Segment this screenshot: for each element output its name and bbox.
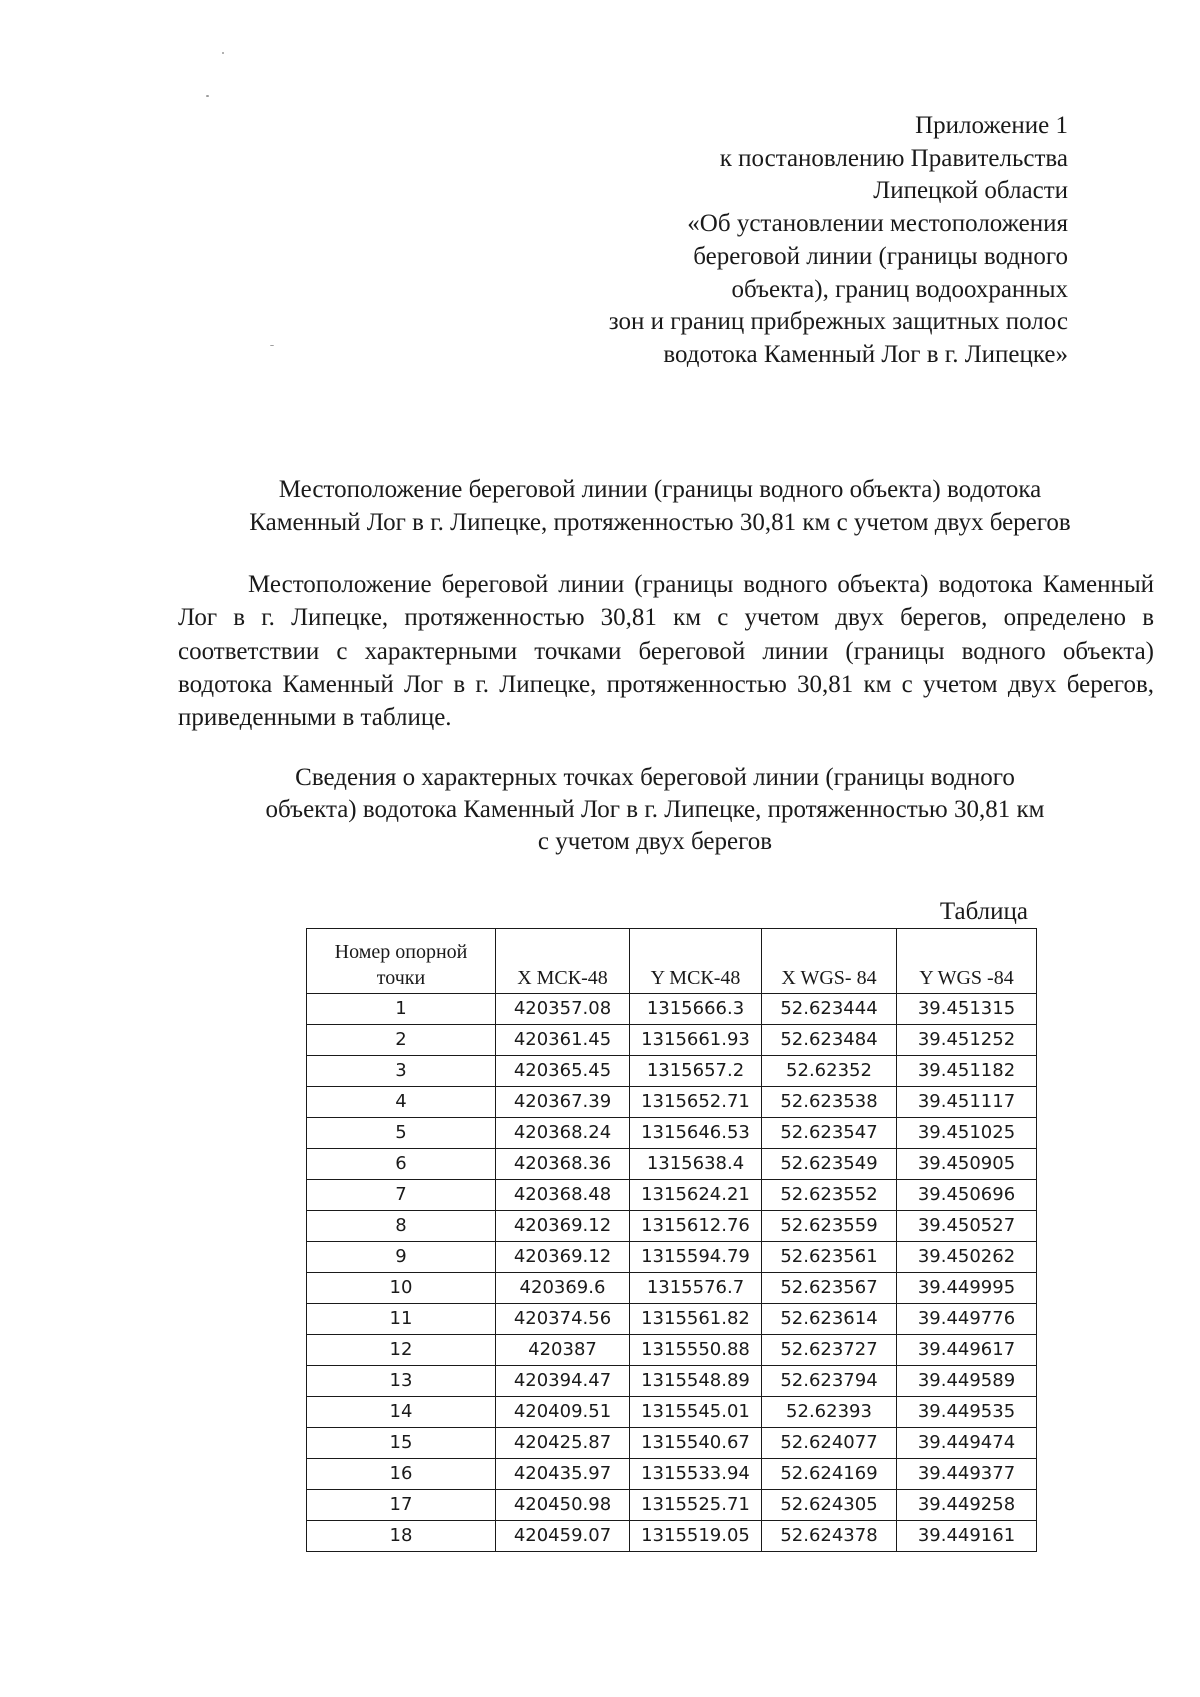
body-paragraph: Местоположение береговой линии (границы водного объекта) водотока Каменный Лог в г. Липецке, протяженностью 30,81 км с учетом двух берегов, определено в соответствии с характерными точками береговой линии (границы водного объекта) водотока Каменный Лог в г. Липецке, протяженностью 30,81 км с учетом двух берегов, приведенными в таблице. <box>178 571 1154 732</box>
cell-point-number: 13 <box>307 1366 496 1397</box>
cell-x-wgs: 52.624305 <box>762 1490 897 1521</box>
cell-y-msk: 1315661.93 <box>630 1025 762 1056</box>
table-header-row <box>307 929 1037 994</box>
cell-x-msk: 420368.24 <box>496 1118 630 1149</box>
cell-point-number: 6 <box>307 1149 496 1180</box>
cell-point-number: 12 <box>307 1335 496 1366</box>
cell-y-wgs: 39.451315 <box>897 994 1037 1025</box>
cell-x-wgs: 52.623444 <box>762 994 897 1025</box>
cell-y-wgs: 39.451252 <box>897 1025 1037 1056</box>
document-heading <box>170 473 1150 539</box>
cell-x-wgs: 52.62352 <box>762 1056 897 1087</box>
cell-y-wgs: 39.449776 <box>897 1304 1037 1335</box>
table-row <box>307 1211 1037 1242</box>
scan-speck <box>270 345 274 346</box>
table-row <box>307 1304 1037 1335</box>
cell-x-msk: 420367.39 <box>496 1087 630 1118</box>
cell-x-msk: 420387 <box>496 1335 630 1366</box>
table-row <box>307 1149 1037 1180</box>
cell-x-wgs: 52.623549 <box>762 1149 897 1180</box>
appendix-line: водотока Каменный Лог в г. Липецке» <box>663 340 1068 368</box>
cell-y-msk: 1315638.4 <box>630 1149 762 1180</box>
header-point-number <box>307 929 496 994</box>
appendix-line: объекта), границ водоохранных <box>731 275 1068 303</box>
table-row <box>307 1242 1037 1273</box>
cell-y-wgs: 39.449589 <box>897 1366 1037 1397</box>
cell-x-wgs: 52.623727 <box>762 1335 897 1366</box>
caption-line: Сведения о характерных точках береговой линии (границы водного <box>295 764 1015 791</box>
cell-x-wgs: 52.623794 <box>762 1366 897 1397</box>
cell-y-wgs: 39.449474 <box>897 1428 1037 1459</box>
cell-x-msk: 420450.98 <box>496 1490 630 1521</box>
cell-x-wgs: 52.624077 <box>762 1428 897 1459</box>
cell-x-wgs: 52.623559 <box>762 1211 897 1242</box>
scan-speck <box>206 95 209 97</box>
cell-x-wgs: 52.624169 <box>762 1459 897 1490</box>
cell-point-number: 5 <box>307 1118 496 1149</box>
cell-x-wgs: 52.62393 <box>762 1397 897 1428</box>
cell-y-msk: 1315550.88 <box>630 1335 762 1366</box>
cell-x-msk: 420368.48 <box>496 1180 630 1211</box>
cell-point-number: 15 <box>307 1428 496 1459</box>
table-row <box>307 1025 1037 1056</box>
cell-y-msk: 1315548.89 <box>630 1366 762 1397</box>
cell-y-msk: 1315525.71 <box>630 1490 762 1521</box>
appendix-block <box>468 110 1068 372</box>
cell-y-msk: 1315624.21 <box>630 1180 762 1211</box>
cell-x-wgs: 52.624378 <box>762 1521 897 1552</box>
caption-line: с учетом двух берегов <box>537 828 773 855</box>
header-x-wgs: X WGS- 84 <box>762 929 897 994</box>
cell-x-msk: 420435.97 <box>496 1459 630 1490</box>
header-x-msk: X МСК-48 <box>496 929 630 994</box>
appendix-line: «Об установлении местоположения <box>687 210 1068 238</box>
header-y-msk: Y МСК-48 <box>630 929 762 994</box>
cell-y-msk: 1315666.3 <box>630 994 762 1025</box>
cell-point-number: 8 <box>307 1211 496 1242</box>
cell-y-wgs: 39.450527 <box>897 1211 1037 1242</box>
cell-x-msk: 420361.45 <box>496 1025 630 1056</box>
table-row <box>307 1490 1037 1521</box>
cell-y-msk: 1315545.01 <box>630 1397 762 1428</box>
cell-y-msk: 1315533.94 <box>630 1459 762 1490</box>
cell-x-wgs: 52.623552 <box>762 1180 897 1211</box>
cell-x-msk: 420394.47 <box>496 1366 630 1397</box>
cell-x-msk: 420409.51 <box>496 1397 630 1428</box>
cell-x-wgs: 52.623538 <box>762 1087 897 1118</box>
cell-y-msk: 1315657.2 <box>630 1056 762 1087</box>
cell-point-number: 16 <box>307 1459 496 1490</box>
cell-y-wgs: 39.449617 <box>897 1335 1037 1366</box>
cell-y-wgs: 39.450905 <box>897 1149 1037 1180</box>
cell-point-number: 2 <box>307 1025 496 1056</box>
appendix-line: к постановлению Правительства <box>719 144 1068 172</box>
cell-point-number: 11 <box>307 1304 496 1335</box>
header-point-number-line1: Номер опорной <box>334 941 468 963</box>
cell-x-msk: 420369.12 <box>496 1211 630 1242</box>
cell-y-wgs: 39.449258 <box>897 1490 1037 1521</box>
cell-point-number: 4 <box>307 1087 496 1118</box>
cell-point-number: 9 <box>307 1242 496 1273</box>
cell-y-msk: 1315612.76 <box>630 1211 762 1242</box>
cell-y-wgs: 39.449995 <box>897 1273 1037 1304</box>
cell-y-msk: 1315652.71 <box>630 1087 762 1118</box>
caption-line: объекта) водотока Каменный Лог в г. Липецке, протяженностью 30,81 км <box>265 796 1045 823</box>
table-row <box>307 1397 1037 1428</box>
table-row <box>307 1056 1037 1087</box>
appendix-line: Липецкой области <box>873 177 1068 205</box>
table-row <box>307 994 1037 1025</box>
points-table <box>306 928 1037 1552</box>
table-row <box>307 1118 1037 1149</box>
cell-y-wgs: 39.449535 <box>897 1397 1037 1428</box>
table-row <box>307 1459 1037 1490</box>
table-row <box>307 1428 1037 1459</box>
table-label: Таблица <box>939 898 1028 925</box>
heading-line: Каменный Лог в г. Липецке, протяженностью 30,81 км с учетом двух берегов <box>249 509 1071 536</box>
table-row <box>307 1521 1037 1552</box>
appendix-line: зон и границ прибрежных защитных полос <box>608 308 1068 336</box>
cell-y-wgs: 39.450262 <box>897 1242 1037 1273</box>
cell-point-number: 14 <box>307 1397 496 1428</box>
appendix-line: береговой линии (границы водного <box>693 242 1068 270</box>
cell-y-msk: 1315561.82 <box>630 1304 762 1335</box>
appendix-line: Приложение 1 <box>915 112 1068 139</box>
header-y-wgs: Y WGS -84 <box>897 929 1037 994</box>
cell-x-wgs: 52.623567 <box>762 1273 897 1304</box>
cell-x-msk: 420365.45 <box>496 1056 630 1087</box>
cell-x-msk: 420357.08 <box>496 994 630 1025</box>
cell-y-wgs: 39.451025 <box>897 1118 1037 1149</box>
cell-point-number: 1 <box>307 994 496 1025</box>
cell-y-msk: 1315576.7 <box>630 1273 762 1304</box>
cell-x-wgs: 52.623547 <box>762 1118 897 1149</box>
cell-y-wgs: 39.451182 <box>897 1056 1037 1087</box>
cell-point-number: 17 <box>307 1490 496 1521</box>
table-row <box>307 1087 1037 1118</box>
cell-x-msk: 420369.6 <box>496 1273 630 1304</box>
cell-x-msk: 420374.56 <box>496 1304 630 1335</box>
cell-x-wgs: 52.623614 <box>762 1304 897 1335</box>
table-row <box>307 1366 1037 1397</box>
table-row <box>307 1273 1037 1304</box>
cell-x-wgs: 52.623484 <box>762 1025 897 1056</box>
cell-x-msk: 420459.07 <box>496 1521 630 1552</box>
cell-x-msk: 420369.12 <box>496 1242 630 1273</box>
table-row <box>307 1180 1037 1211</box>
cell-x-msk: 420368.36 <box>496 1149 630 1180</box>
cell-point-number: 10 <box>307 1273 496 1304</box>
cell-y-msk: 1315646.53 <box>630 1118 762 1149</box>
cell-y-wgs: 39.451117 <box>897 1087 1037 1118</box>
heading-line: Местоположение береговой линии (границы водного объекта) водотока <box>278 476 1042 503</box>
cell-y-wgs: 39.449377 <box>897 1459 1037 1490</box>
table-caption <box>200 762 1110 858</box>
cell-point-number: 7 <box>307 1180 496 1211</box>
cell-y-wgs: 39.449161 <box>897 1521 1037 1552</box>
cell-point-number: 18 <box>307 1521 496 1552</box>
cell-x-msk: 420425.87 <box>496 1428 630 1459</box>
cell-y-msk: 1315594.79 <box>630 1242 762 1273</box>
cell-x-wgs: 52.623561 <box>762 1242 897 1273</box>
header-point-number-line2: точки <box>376 967 426 989</box>
table-row <box>307 1335 1037 1366</box>
scan-speck <box>222 52 224 54</box>
cell-y-msk: 1315540.67 <box>630 1428 762 1459</box>
cell-y-msk: 1315519.05 <box>630 1521 762 1552</box>
cell-point-number: 3 <box>307 1056 496 1087</box>
points-table-body <box>307 994 1037 1552</box>
cell-y-wgs: 39.450696 <box>897 1180 1037 1211</box>
